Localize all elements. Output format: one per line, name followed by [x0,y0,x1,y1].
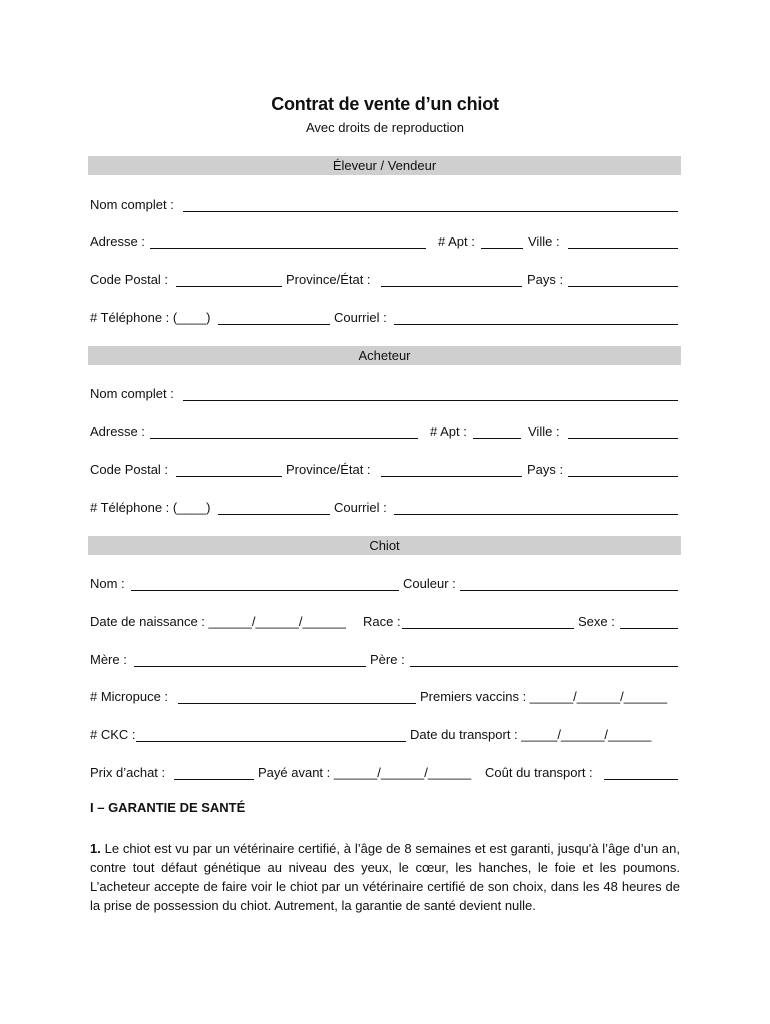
buyer-full-name-label: Nom complet : [90,386,174,401]
puppy-microchip-field[interactable] [178,703,416,704]
seller-apt-field[interactable] [481,248,523,249]
seller-section-header: Éleveur / Vendeur [88,156,681,175]
seller-phone-row [90,308,680,328]
seller-city-label: Ville : [528,234,560,249]
puppy-price-field[interactable] [174,779,254,780]
puppy-paid-before-label: Payé avant : ______/______/______ [258,765,472,780]
buyer-apt-label: # Apt : [430,424,467,439]
buyer-province-field[interactable] [381,476,522,477]
document-title: Contrat de vente d’un chiot [271,94,499,114]
puppy-section-header: Chiot [88,536,681,555]
puppy-name-field[interactable] [131,590,399,591]
buyer-address-label: Adresse : [90,424,145,439]
buyer-phone-row [90,498,680,518]
puppy-transport-date-label: Date du transport : _____/______/______ [410,727,652,742]
puppy-father-field[interactable] [410,666,678,667]
seller-country-field[interactable] [568,286,678,287]
puppy-birth-label: Date de naissance : ______/______/______ [90,614,346,629]
seller-apt-label: # Apt : [438,234,475,249]
puppy-name-row [90,574,680,594]
buyer-address-row [90,422,680,442]
seller-postal-label: Code Postal : [90,272,169,287]
puppy-breed-label: Race : [363,614,401,629]
puppy-parents-row [90,650,680,670]
seller-email-label: Courriel : [334,310,387,325]
seller-country-label: Pays : [527,272,564,287]
seller-full-name-label: Nom complet : [90,197,174,212]
puppy-sex-field[interactable] [620,628,678,629]
seller-address-field[interactable] [150,248,426,249]
puppy-microchip-label: # Micropuce : [90,689,169,704]
seller-city-field[interactable] [568,248,678,249]
puppy-breed-field[interactable] [402,628,574,629]
clause-text: Le chiot est vu par un vétérinaire certifié, à l’âge de 8 semaines et est garanti, jusqu'à l’âge d’un an, contre tout défaut génétique au niveau des yeux, le cœur, les hanches, le foie et les poumons. L’acheteur accepte de faire voir le chiot par un vétérinaire certifié de son choix, dans les 48 heures de la prise de possession du chiot. Autrement, la garantie de santé devient nulle. [90,841,680,913]
puppy-transport-cost-field[interactable] [604,779,678,780]
seller-phone-label: # Téléphone : (____) [90,310,211,325]
puppy-ckc-field[interactable] [136,741,406,742]
seller-email-field[interactable] [394,324,678,325]
puppy-mother-field[interactable] [134,666,366,667]
seller-postal-field[interactable] [176,286,282,287]
buyer-address-field[interactable] [150,438,418,439]
buyer-full-name-row [90,384,680,404]
guarantee-clause-1 [90,839,680,915]
puppy-mother-label: Mère : [90,652,127,667]
document-subtitle: Avec droits de reproduction [305,120,465,135]
seller-full-name-field[interactable] [183,211,678,212]
buyer-postal-label: Code Postal : [90,462,169,477]
buyer-section-header: Acheteur [88,346,681,365]
buyer-city-label: Ville : [528,424,560,439]
buyer-postal-field[interactable] [176,476,282,477]
clause-number: 1. [90,841,101,856]
buyer-email-field[interactable] [394,514,678,515]
puppy-sex-label: Sexe : [578,614,615,629]
seller-postal-row [90,270,680,290]
puppy-birth-row [90,612,680,632]
buyer-postal-row [90,460,680,480]
puppy-price-row [90,763,680,783]
seller-full-name-row [90,195,680,215]
puppy-father-label: Père : [370,652,405,667]
buyer-city-field[interactable] [568,438,678,439]
buyer-province-label: Province/État : [286,462,371,477]
puppy-name-label: Nom : [90,576,125,591]
puppy-vaccines-label: Premiers vaccins : ______/______/______ [420,689,668,704]
health-guarantee-heading: I – GARANTIE DE SANTÉ [90,800,246,815]
puppy-price-label: Prix d’achat : [90,765,166,780]
seller-address-row [90,232,680,252]
buyer-country-label: Pays : [527,462,564,477]
puppy-ckc-row [90,725,680,745]
puppy-color-label: Couleur : [403,576,456,591]
buyer-phone-label: # Téléphone : (____) [90,500,211,515]
seller-address-label: Adresse : [90,234,145,249]
puppy-microchip-row [90,687,680,707]
puppy-transport-cost-label: Coût du transport : [485,765,593,780]
buyer-country-field[interactable] [568,476,678,477]
buyer-full-name-field[interactable] [183,400,678,401]
buyer-phone-field[interactable] [218,514,330,515]
puppy-ckc-label: # CKC : [90,727,136,742]
buyer-email-label: Courriel : [334,500,387,515]
seller-province-label: Province/État : [286,272,371,287]
puppy-color-field[interactable] [460,590,678,591]
buyer-apt-field[interactable] [473,438,521,439]
seller-phone-field[interactable] [218,324,330,325]
seller-province-field[interactable] [381,286,522,287]
